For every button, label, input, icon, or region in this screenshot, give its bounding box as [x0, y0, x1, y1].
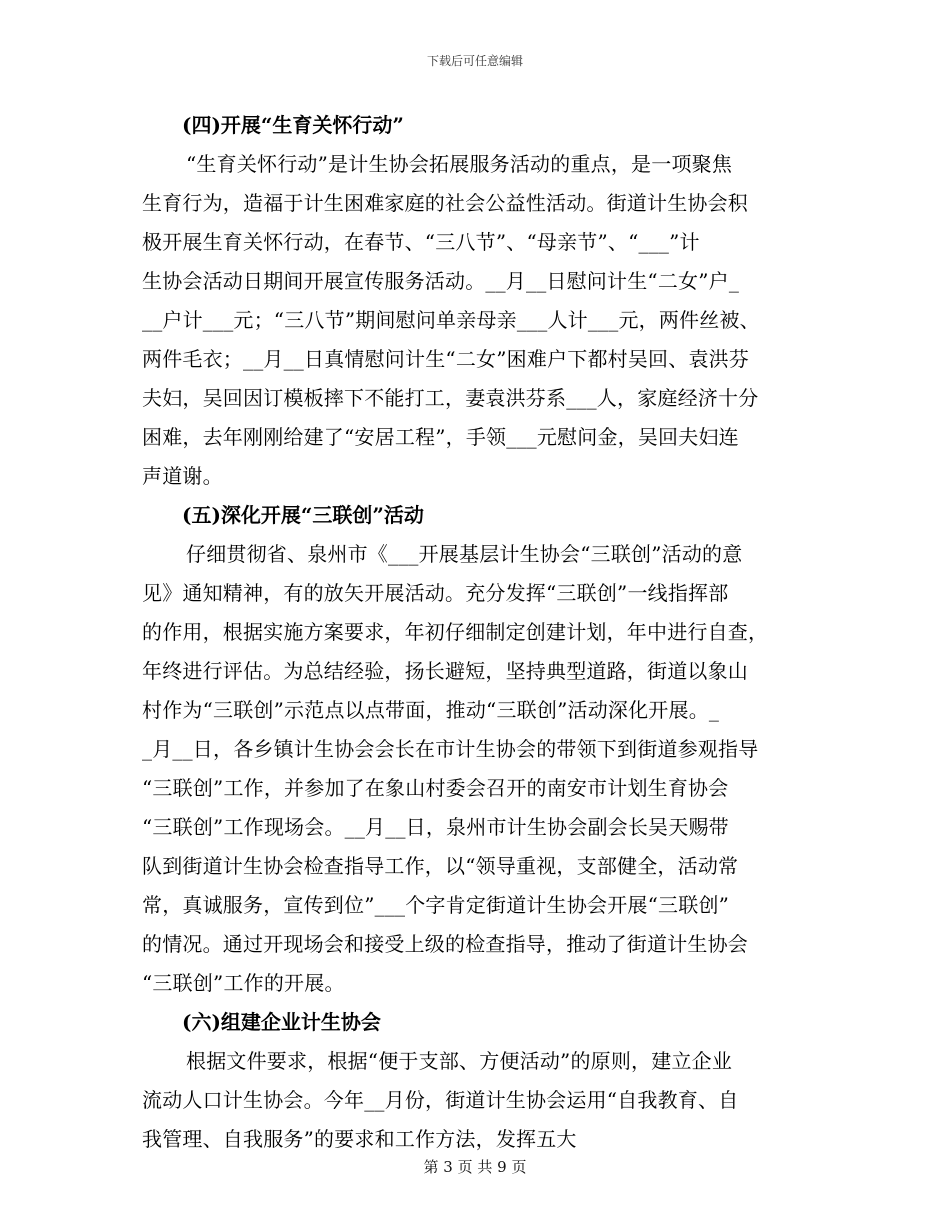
page-number-footer: 第 3 页 共 9 页: [423, 1158, 527, 1176]
paragraph-line: 根据文件要求，根据“便于支部、方便活动”的原则，建立企业: [186, 1049, 733, 1073]
paragraph-line: 流动人口计生协会。今年__月份，街道计生协会运用“自我教育、自: [142, 1088, 739, 1112]
paragraph-line: 的作用，根据实施方案要求，年初仔细制定创建计划，年中进行自查，: [142, 620, 769, 644]
paragraph-line: 仔细贯彻省、泉州市《___开展基层计生协会“三联创”活动的意: [186, 542, 743, 566]
paragraph-line: 常，真诚服务，宣传到位”___个字肯定街道计生协会开展“三联创”: [142, 893, 730, 917]
section-heading: (五)深化开展“三联创”活动: [182, 503, 424, 527]
paragraph-line: 生育行为，造福于计生困难家庭的社会公益性活动。街道计生协会积: [142, 191, 748, 215]
paragraph-line: “生育关怀行动”是计生协会拓展服务活动的重点，是一项聚焦: [186, 152, 733, 176]
paragraph-line: 队到街道计生协会检查指导工作，以“领导重视，支部健全，活动常: [142, 854, 739, 878]
section-heading: (四)开展“生育关怀行动”: [182, 113, 404, 137]
paragraph-line: 村作为“三联创”示范点以点带面，推动“三联创”活动深化开展。_: [142, 698, 720, 722]
paragraph-line: 声道谢。: [142, 464, 223, 488]
paragraph-line: “三联创”工作的开展。: [142, 971, 345, 995]
paragraph-line: 两件毛衣；__月__日真情慰问计生“二女”困难户下都村吴回、袁洪芬: [142, 347, 750, 371]
paragraph-line: 见》通知精神，有的放矢开展活动。充分发挥“三联创”一线指挥部: [142, 581, 729, 605]
paragraph-line: 的情况。通过开现场会和接受上级的检查指导，推动了街道计生协会: [142, 932, 748, 956]
paragraph-line: 困难，去年刚刚给建了“安居工程”，手领___元慰问金，吴回夫妇连: [142, 425, 739, 449]
paragraph-line: __户计___元；“三八节”期间慰问单亲母亲___人计___元，两件丝被、: [142, 308, 760, 332]
document-body: [142, 106, 806, 1159]
paragraph-line: 极开展生育关怀行动，在春节、“三八节”、“母亲节”、“___”计: [142, 230, 700, 254]
paragraph-line: _月__日，各乡镇计生协会会长在市计生协会的带领下到街道参观指导: [142, 737, 759, 761]
paragraph-line: 我管理、自我服务”的要求和工作方法，发挥五大: [142, 1127, 577, 1151]
section-heading: (六)组建企业计生协会: [182, 1010, 381, 1034]
paragraph-line: 年终进行评估。为总结经验，扬长避短，坚持典型道路，街道以象山: [142, 659, 748, 683]
paragraph-line: 夫妇，吴回因订模板摔下不能打工，妻袁洪芬系___人，家庭经济十分: [142, 386, 759, 410]
paragraph-line: 生协会活动日期间开展宣传服务活动。__月__日慰问计生“二女”户_: [142, 269, 740, 293]
page-header-note: 下载后可任意编辑: [426, 54, 523, 68]
paragraph-line: “三联创”工作，并参加了在象山村委会召开的南安市计划生育协会: [142, 776, 729, 800]
paragraph-line: “三联创”工作现场会。__月__日，泉州市计生协会副会长吴天赐带: [142, 815, 729, 839]
